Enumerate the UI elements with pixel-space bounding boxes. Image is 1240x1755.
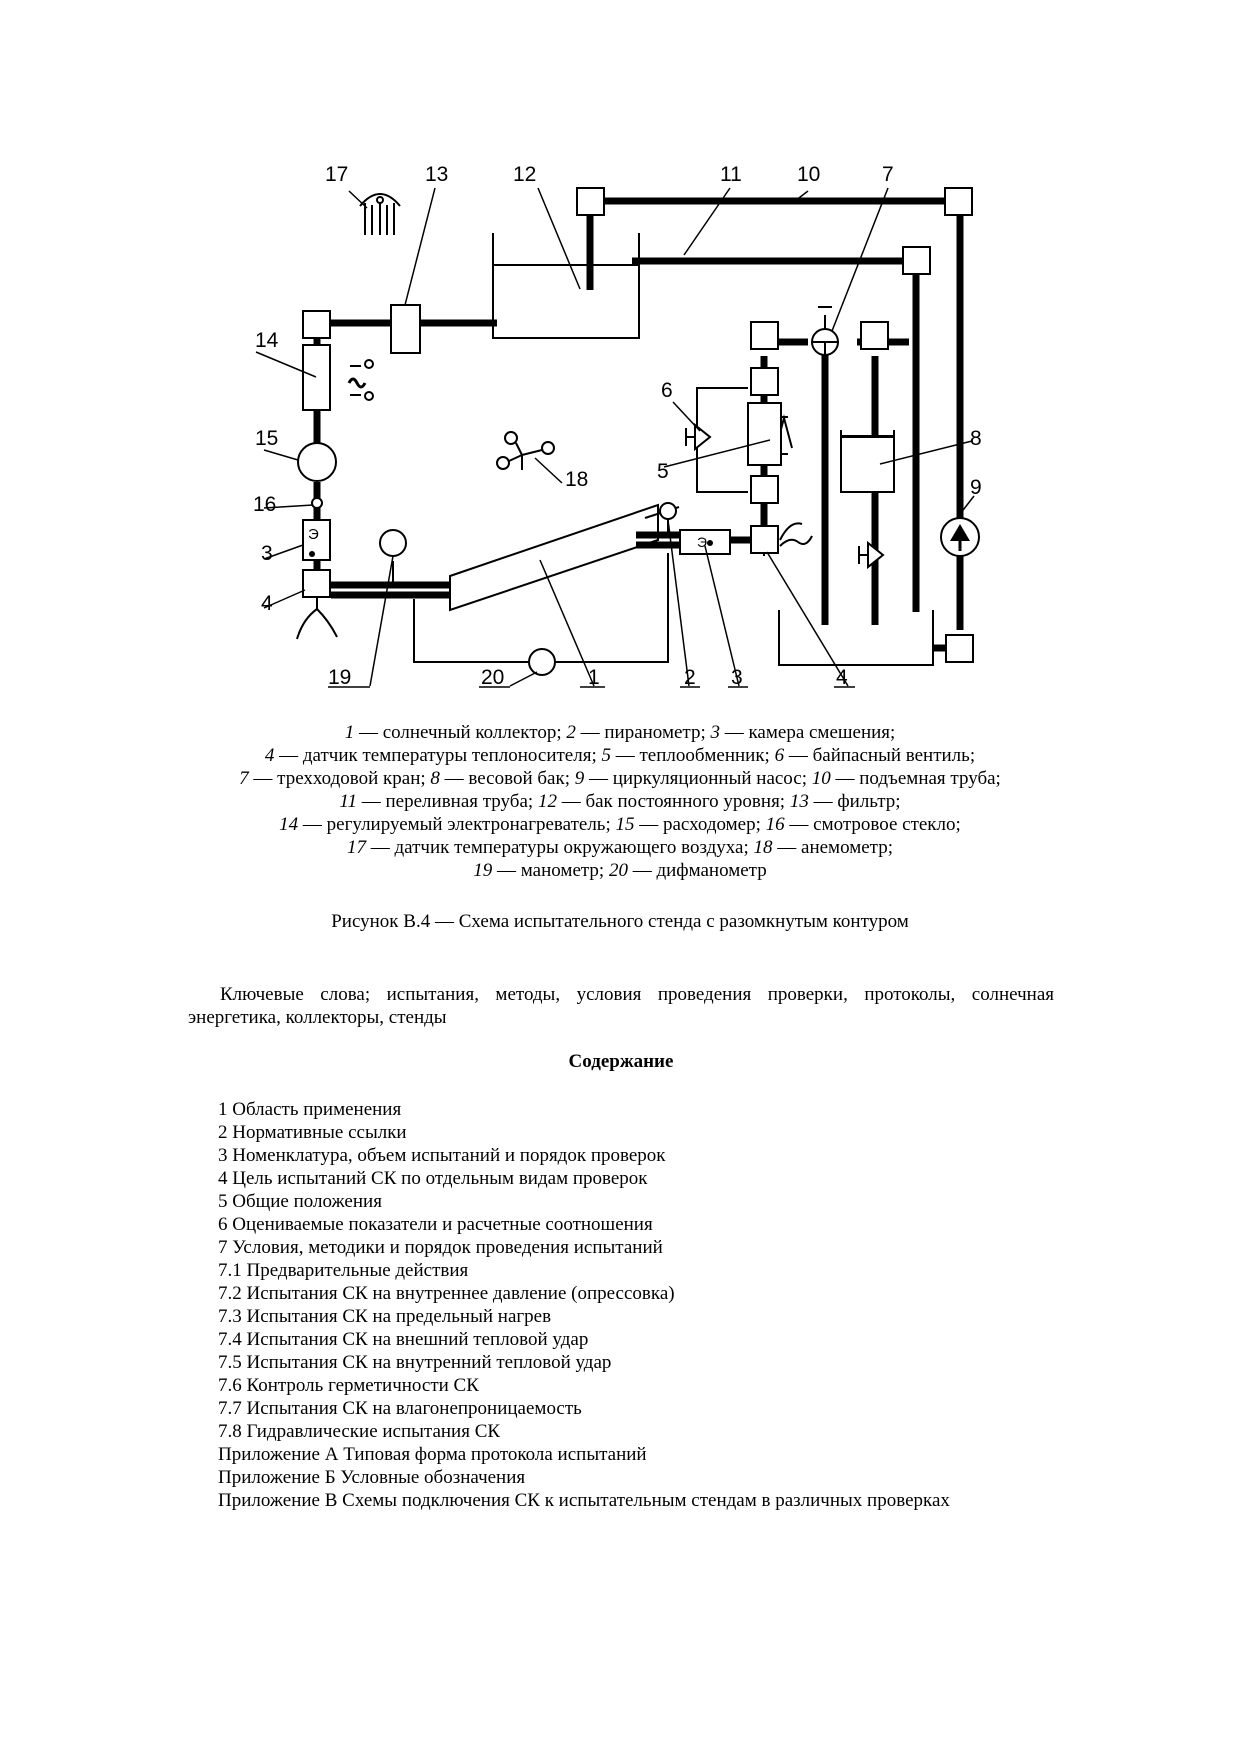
junction-box: [903, 247, 930, 274]
legend-number: 2: [566, 722, 576, 743]
legend-text: — теплообменник;: [611, 745, 775, 766]
toc-item[interactable]: 1 Область применения: [218, 1099, 402, 1120]
toc-item[interactable]: 6 Оцениваемые показатели и расчетные соотношения: [218, 1214, 653, 1235]
legend-number: 10: [811, 768, 831, 789]
label-7: 7: [882, 163, 894, 186]
legend-number: 1: [344, 722, 355, 743]
anemometer-cup: [497, 457, 509, 469]
keywords-paragraph: Ключевые слова; испытания, методы, условия проведения проверки, протоколы, солнечная энергетика, коллекторы, стенды: [188, 984, 1054, 1028]
toc-item[interactable]: 7.5 Испытания СК на внутренний тепловой удар: [218, 1352, 612, 1373]
label-4-left: 4: [261, 592, 273, 615]
toc-item[interactable]: Приложение А Типовая форма протокола испытаний: [218, 1444, 647, 1465]
toc-item[interactable]: 5 Общие положения: [218, 1191, 382, 1212]
legend-number: 19: [473, 860, 493, 881]
legend-text: — манометр;: [492, 860, 609, 881]
legend-line: [160, 813, 1080, 836]
mixer-letter-left: Э: [308, 526, 319, 543]
test-stand-schematic: [0, 0, 1240, 710]
legend-line: [160, 859, 1080, 882]
junction-box: [946, 635, 973, 662]
legend-number: 7: [239, 768, 249, 789]
legend-text: — пиранометр;: [575, 722, 711, 743]
legend-text: — датчик температуры теплоносителя;: [274, 745, 602, 766]
label-12: 12: [513, 163, 537, 186]
manometer-19: [380, 530, 406, 556]
legend-number: 13: [789, 791, 809, 812]
junction-box: [945, 188, 972, 215]
legend-text: — весовой бак;: [439, 768, 575, 789]
junction-box: [751, 476, 778, 503]
label-17: 17: [325, 163, 349, 186]
figure-legend: [160, 721, 1080, 882]
label-8: 8: [970, 427, 982, 450]
legend-text: — смотровое стекло;: [784, 814, 961, 835]
legend-text: — циркуляционный насос;: [584, 768, 812, 789]
legend-number: 16: [765, 814, 785, 835]
legend-number: 11: [339, 791, 358, 812]
legend-number: 14: [279, 814, 299, 835]
toc-item[interactable]: 4 Цель испытаний СК по отдельным видам проверок: [218, 1168, 648, 1189]
toc-item[interactable]: 7.1 Предварительные действия: [218, 1260, 469, 1281]
toc-title: Содержание: [568, 1051, 674, 1072]
label-10: 10: [797, 163, 821, 186]
label-19: 19: [328, 666, 352, 689]
legend-number: 8: [430, 768, 440, 789]
label-11: 11: [720, 163, 742, 186]
heater-box: [303, 345, 330, 410]
exchanger-box: [748, 403, 781, 465]
ambient-temp-sensor-17: [360, 194, 400, 235]
legend-text: — байпасный вентиль;: [784, 745, 976, 766]
figure-caption: Рисунок В.4 — Схема испытательного стенда с разомкнутым контуром: [331, 911, 909, 932]
label-3-left: 3: [261, 542, 273, 565]
legend-line: [160, 767, 1080, 790]
label-3-bottom: 3: [731, 666, 743, 689]
difmanometer-20: [529, 649, 555, 675]
legend-text: — камера смешения;: [719, 722, 896, 743]
toc-item[interactable]: 7.3 Испытания СК на предельный нагрев: [218, 1306, 552, 1327]
toc-item[interactable]: 2 Нормативные ссылки: [218, 1122, 407, 1143]
legend-text: — солнечный коллектор;: [354, 722, 567, 743]
toc-item[interactable]: 7.2 Испытания СК на внутреннее давление (опрессовка): [218, 1283, 675, 1304]
legend-text: — датчик температуры окружающего воздуха;: [366, 837, 754, 858]
toc-item[interactable]: 7 Условия, методики и порядок проведения испытаний: [218, 1237, 663, 1258]
legend-text: — дифманометр: [627, 860, 767, 881]
junction-box: [577, 188, 604, 215]
legend-text: — бак постоянного уровня;: [556, 791, 790, 812]
junction-box: [751, 322, 778, 349]
legend-number: 6: [774, 745, 785, 766]
legend-text: — трехходовой кран;: [248, 768, 431, 789]
legend-number: 20: [608, 860, 628, 881]
pyranometer-2: [660, 503, 676, 519]
toc-item[interactable]: 7.4 Испытания СК на внешний тепловой удар: [218, 1329, 589, 1350]
toc-item[interactable]: 7.7 Испытания СК на влагонепроницаемость: [218, 1398, 582, 1419]
label-15: 15: [255, 427, 279, 450]
sight-glass-16: [312, 498, 322, 508]
temp-sensor-box: [303, 570, 330, 597]
label-1: 1: [588, 666, 600, 689]
mixer-letter-right: Э: [697, 534, 708, 550]
weigh-tank-body: [841, 437, 894, 492]
legend-number: 17: [347, 837, 367, 858]
legend-number: 9: [574, 768, 585, 789]
label-13: 13: [425, 163, 449, 186]
toc-item[interactable]: 7.6 Контроль герметичности СК: [218, 1375, 479, 1396]
legend-number: 5: [601, 745, 611, 766]
label-2: 2: [684, 666, 696, 689]
legend-number: 18: [753, 837, 773, 858]
legend-text: — фильтр;: [808, 791, 901, 812]
legend-line: [160, 721, 1080, 744]
legend-text: — переливная труба;: [357, 791, 538, 812]
flowmeter-15: [298, 443, 336, 481]
label-6: 6: [661, 379, 673, 402]
junction-box: [861, 322, 888, 349]
legend-text: — расходомер;: [634, 814, 766, 835]
label-14: 14: [255, 329, 279, 352]
toc-item[interactable]: Приложение В Схемы подключения СК к испытательным стендам в различных проверках: [218, 1490, 950, 1511]
junction-box: [751, 526, 778, 553]
legend-line: [160, 790, 1080, 813]
toc-item[interactable]: Приложение Б Условные обозначения: [218, 1467, 526, 1488]
label-20: 20: [481, 666, 505, 689]
legend-number: 15: [615, 814, 635, 835]
legend-line: [160, 836, 1080, 859]
legend-number: 4: [264, 745, 275, 766]
legend-number: 3: [710, 722, 720, 743]
junction-box: [751, 368, 778, 395]
legend-number: 12: [537, 791, 557, 812]
legend-text: — подъемная труба;: [830, 768, 1001, 789]
legend-text: — анемометр;: [772, 837, 893, 858]
label-5: 5: [657, 460, 669, 483]
label-9: 9: [970, 476, 982, 499]
anemometer-cup: [505, 432, 517, 444]
label-16: 16: [253, 493, 277, 516]
legend-line: [160, 744, 1080, 767]
toc-item[interactable]: 7.8 Гидравлические испытания СК: [218, 1421, 501, 1442]
junction-box: [303, 311, 330, 338]
filter-box: [391, 305, 420, 353]
anemometer-18: [509, 443, 542, 470]
label-4-bottom: 4: [836, 666, 848, 689]
toc-item[interactable]: 3 Номенклатура, объем испытаний и порядок проверок: [218, 1145, 666, 1166]
heater-wave: [349, 379, 365, 387]
anemometer-cup: [542, 442, 554, 454]
label-18: 18: [565, 468, 589, 491]
legend-text: — регулируемый электронагреватель;: [298, 814, 616, 835]
table-of-contents: [218, 1098, 950, 1512]
